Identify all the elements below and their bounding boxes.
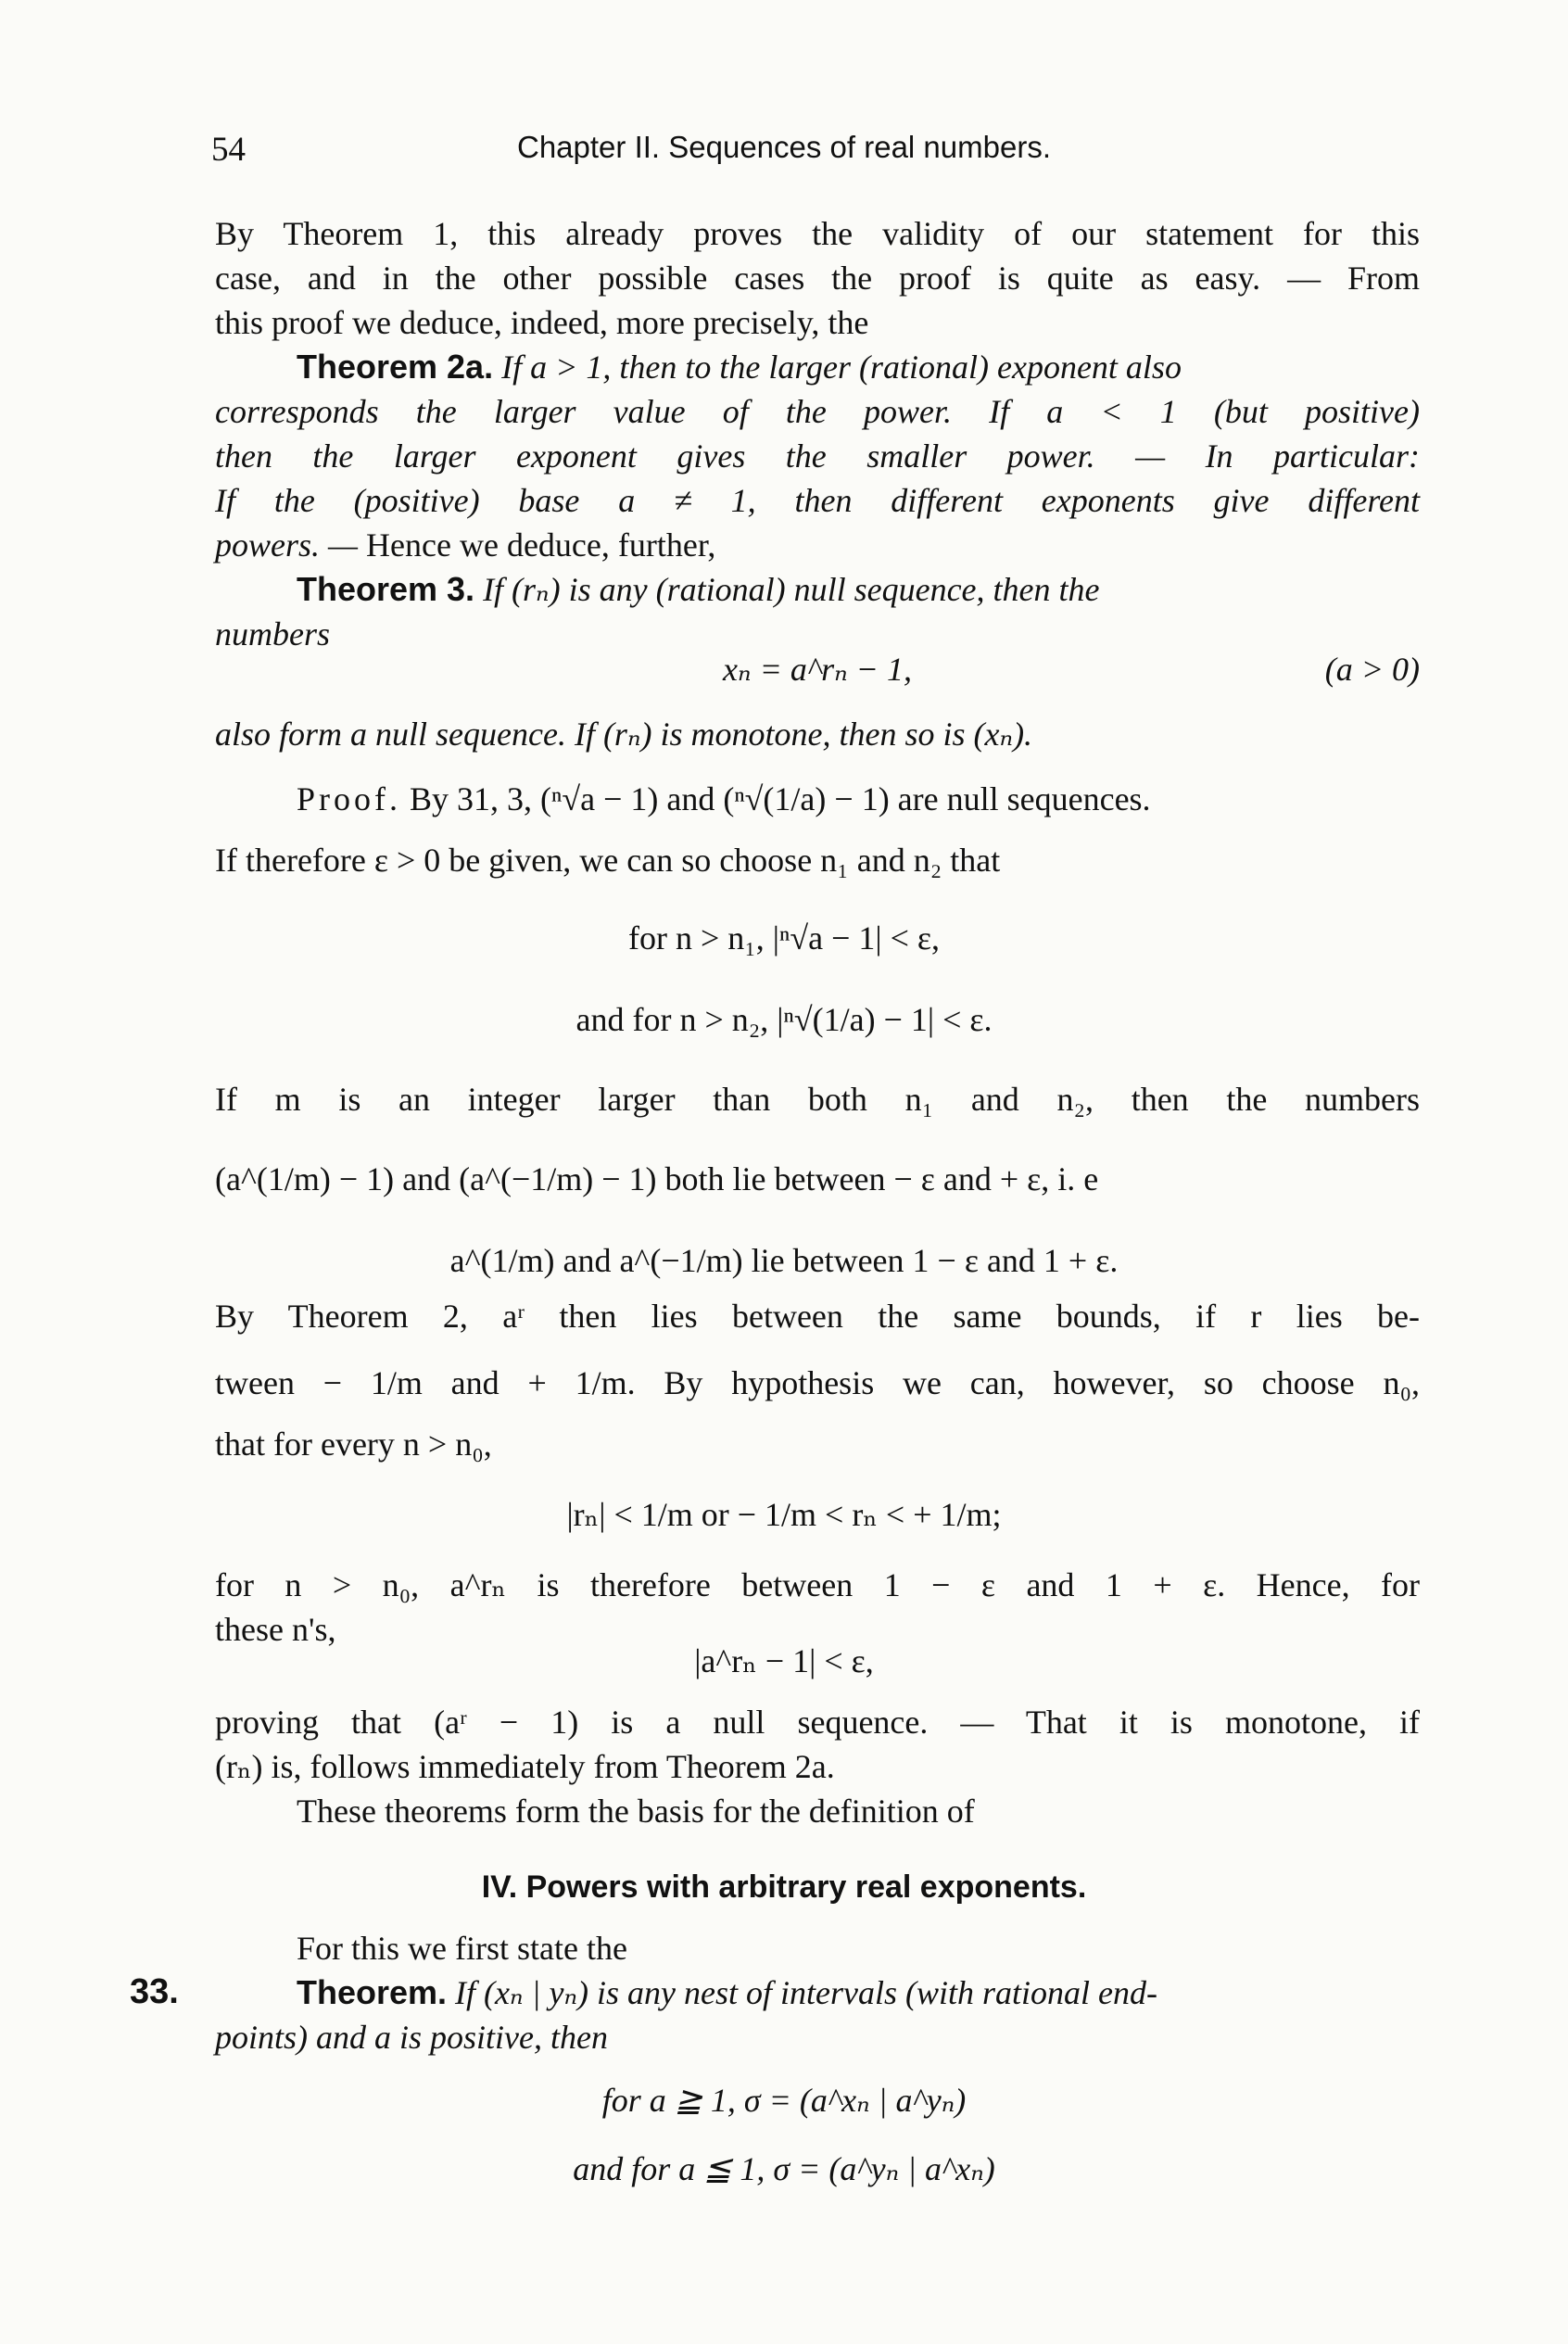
equation-condition: (a > 0) bbox=[1324, 651, 1420, 688]
theorem-text: If the (positive) base a ≠ 1, then different exponents give different bbox=[215, 482, 1420, 519]
equation: and for a ≦ 1, σ = (a^yₙ | a^xₙ) bbox=[573, 2150, 995, 2187]
text-line: that for every n > n₀, bbox=[215, 1425, 492, 1463]
theorem-text: powers. — bbox=[215, 526, 359, 564]
theorem-text: If (xₙ | yₙ) is any nest of intervals (with rational end- bbox=[455, 1974, 1157, 2011]
proof-line bbox=[297, 779, 1420, 819]
equation: for a ≧ 1, σ = (a^xₙ | a^yₙ) bbox=[601, 2082, 967, 2119]
text-line: also form a null sequence. If (rₙ) is monotone, then so is (xₙ). bbox=[215, 716, 1033, 753]
equation: for n > n₁, |ⁿ√a − 1| < ε, bbox=[627, 919, 941, 957]
theorem-3-label: Theorem 3. bbox=[297, 570, 475, 608]
text-line: these n's, bbox=[215, 1611, 336, 1648]
proof-text: By 31, 3, (ⁿ√a − 1) and (ⁿ√(1/a) − 1) are null sequences. bbox=[410, 780, 1151, 817]
text-line: case, and in the other possible cases the proof is quite as easy. — From bbox=[215, 260, 1420, 297]
theorem-2a-line bbox=[297, 347, 1420, 387]
text-line: this proof we deduce, indeed, more precisely, the bbox=[215, 304, 869, 341]
equation: |a^rₙ − 1| < ε, bbox=[694, 1642, 874, 1679]
text-line: By Theorem 1, this already proves the validity of our statement for this bbox=[215, 215, 1420, 252]
equation-row bbox=[215, 649, 1420, 690]
text-line: (a^(1/m) − 1) and (a^(−1/m) − 1) both lie between − ε and + ε, i. e bbox=[215, 1160, 1099, 1197]
theorem-text: If (rₙ) is any (rational) null sequence, then the bbox=[483, 571, 1100, 608]
theorem-text: numbers bbox=[215, 615, 330, 653]
text-line: If m is an integer larger than both n₁ and n₂, then the numbers bbox=[215, 1081, 1420, 1118]
section-heading: IV. Powers with arbitrary real exponents. bbox=[481, 1869, 1087, 1905]
text-line bbox=[215, 525, 1420, 565]
text-line: (rₙ) is, follows immediately from Theorem 2a. bbox=[215, 1748, 835, 1785]
theorem-text: points) and a is positive, then bbox=[215, 2019, 608, 2056]
equation: |rₙ| < 1/m or − 1/m < rₙ < + 1/m; bbox=[566, 1496, 1002, 1533]
theorem-33-label: Theorem. bbox=[297, 1973, 448, 2011]
theorem-2a-label: Theorem 2a. bbox=[297, 348, 494, 386]
theorem-3-line bbox=[297, 569, 1420, 610]
page-number: 54 bbox=[211, 131, 246, 169]
equation: a^(1/m) and a^(−1/m) lie between 1 − ε and 1 + ε. bbox=[449, 1242, 1119, 1279]
running-title: Chapter II. Sequences of real numbers. bbox=[517, 130, 1051, 164]
theorem-text: then the larger exponent gives the smaller power. — In particular: bbox=[215, 437, 1420, 475]
text-line: By Theorem 2, aʳ then lies between the same bounds, if r lies be- bbox=[215, 1298, 1420, 1335]
page-header bbox=[0, 130, 1568, 185]
theorem-33-line bbox=[297, 1972, 1420, 2013]
text-line: tween − 1/m and + 1/m. By hypothesis we can, however, so choose n₀, bbox=[215, 1364, 1420, 1401]
text-line: for n > n₀, a^rₙ is therefore between 1 − ε and 1 + ε. Hence, for bbox=[215, 1566, 1420, 1603]
equation: xₙ = a^rₙ − 1, bbox=[723, 651, 912, 688]
text-line: For this we first state the bbox=[297, 1930, 627, 1967]
equation: and for n > n₂, |ⁿ√(1/a) − 1| < ε. bbox=[575, 1001, 993, 1038]
text-line: These theorems form the basis for the definition of bbox=[297, 1793, 975, 1830]
theorem-text: corresponds the larger value of the power. If a < 1 (but positive) bbox=[215, 393, 1420, 430]
text-line: If therefore ε > 0 be given, we can so choose n₁ and n₂ that bbox=[215, 842, 1001, 879]
margin-article-number: 33. bbox=[130, 1972, 179, 2011]
theorem-text: If a > 1, then to the larger (rational) exponent also bbox=[501, 348, 1182, 386]
text-line: proving that (aʳ − 1) is a null sequence. — That it is monotone, if bbox=[215, 1704, 1420, 1741]
text: Hence we deduce, further, bbox=[366, 526, 716, 564]
proof-label: Proof. bbox=[297, 780, 401, 817]
